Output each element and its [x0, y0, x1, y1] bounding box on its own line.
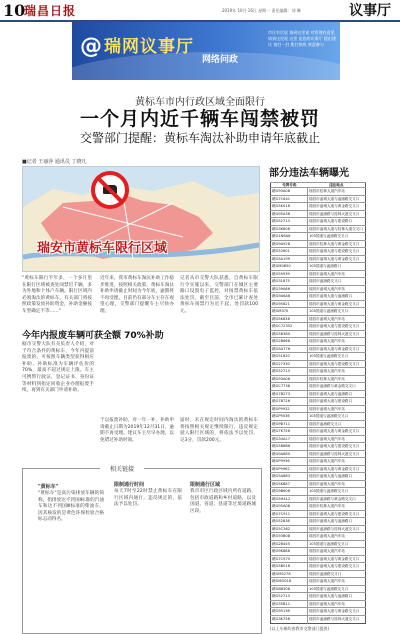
plate-number: 赣G52713 — [271, 593, 308, 601]
plate-number: 赣G7C975 — [271, 555, 308, 563]
violations-title: 部分违法车辆曝光 — [269, 168, 349, 179]
plate-number: 赣G5A883 — [271, 473, 308, 481]
violation-location: 瑞昌市湓城大道汽车站 — [308, 480, 366, 488]
violation-location: 瑞昌市湓城大道与湓浦路交叉口 — [308, 195, 366, 203]
table-row — [271, 300, 366, 308]
plate-number: 赣G59939 — [271, 270, 308, 278]
violation-location: 瑞昌市湓浦路交叉口 — [308, 420, 366, 428]
plate-number: 赣G34A17 — [271, 435, 308, 443]
violation-location: 瑞昌市桂林大道汽车站 — [308, 188, 366, 196]
violation-location: 瑞昌市湓城大道与湓浦路口 — [308, 518, 366, 526]
banner-logo-sub: 网络问政 — [202, 55, 239, 65]
link-item-title: "黄标车" — [38, 484, 59, 490]
plate-number: 赣G52713 — [271, 368, 308, 376]
table-row — [271, 345, 366, 353]
table-row — [271, 443, 366, 451]
table-row — [271, 555, 366, 563]
table-row — [271, 293, 366, 301]
table-row — [271, 398, 366, 406]
plate-number: 赣GP9936 — [271, 458, 308, 466]
plate-number: 赣GP9932 — [271, 405, 308, 413]
table-row — [271, 570, 366, 578]
violation-location: 105国道与湓浦路交叉口 — [308, 585, 366, 593]
table-row — [271, 473, 366, 481]
table-row — [271, 578, 366, 586]
table-row — [271, 233, 366, 241]
violation-location: 瑞昌市湓城大道与建设路交叉口 — [308, 248, 366, 256]
table-row — [271, 518, 366, 526]
violation-location: 瑞昌市桂林大道与黄金路交叉口 — [308, 240, 366, 248]
table-row — [271, 188, 366, 196]
article-subhead: 交警部门提醒：黄标车淘汰补助申请年底截止 — [79, 131, 320, 145]
violation-location: 瑞昌市湓城大道与黄金路交叉口 — [308, 428, 366, 436]
dateline: 2019年 10月 16日 星期一 责任编辑：刘 琳 — [222, 8, 301, 13]
plate-number: 赣GB8308 — [271, 585, 308, 593]
violation-location: 瑞昌市湓城大道与建设路交叉口 — [308, 360, 366, 368]
table-row — [271, 525, 366, 533]
table-row — [271, 488, 366, 496]
table-row — [271, 353, 366, 361]
plate-number: 赣G52838 — [271, 518, 308, 526]
table-row — [271, 428, 366, 436]
violation-location: 105国道与湓浦路交叉口 — [308, 308, 366, 316]
violation-location: 瑞昌市湓城大道汽车站 — [308, 270, 366, 278]
violation-location: 瑞昌市湓城大道与建设路交叉口 — [308, 323, 366, 331]
table-row — [271, 368, 366, 376]
violation-location: 瑞昌市湓城大道与建设路口 — [308, 398, 366, 406]
table-row — [271, 465, 366, 473]
violation-location: 瑞昌市湓城大道与湓浦路口 — [308, 593, 366, 601]
article-byline: ■记者 王丽萍 通讯员 丁晓凡 — [22, 159, 87, 165]
plate-number: 赣G5B380 — [271, 330, 308, 338]
article-paragraph: 于以报废补助，对一年一补，补助申请截止日期为2019年12月31日，逾期不再受理。建议车主尽早办理，以免错过补助时间。 — [100, 418, 174, 443]
table-row — [271, 533, 366, 541]
violation-location: 瑞昌市湓浦路与桂林大道交叉口 — [308, 615, 366, 623]
violation-location: 瑞昌市湓城大道与桂林大道交叉口 — [308, 225, 366, 233]
plate-number: 赣G31875 — [271, 278, 308, 286]
plate-number: 赣G95A08 — [271, 503, 308, 511]
table-row — [271, 540, 366, 548]
violation-location: 瑞昌市湓城大道汽车站 — [308, 285, 366, 293]
plate-number: 赣G3K758 — [271, 615, 308, 623]
plate-number: 赣G2B445 — [271, 540, 308, 548]
table-row — [271, 548, 366, 556]
table-row — [271, 495, 366, 503]
plate-number: 赣G2B668 — [271, 338, 308, 346]
violation-location: 瑞昌市湓浦路与桂林大道交叉口 — [308, 330, 366, 338]
table-row — [271, 383, 366, 391]
violation-location: 瑞昌市湓浦路与黄金路交叉口 — [308, 383, 366, 391]
plate-number: 赣G93B08 — [271, 533, 308, 541]
plate-number: 赣GM0850 — [271, 263, 308, 271]
column-header: 号牌号码 — [271, 183, 308, 188]
plate-number: 赣G51820 — [271, 353, 308, 361]
table-row — [271, 285, 366, 293]
link-item-text: 我市市区行政区域内所有道路，包括市政道路和乡村道路，以及国道、省道、县道等过境道路城区段。 — [190, 489, 256, 514]
violation-location: 瑞昌市湓城大道与湓浦路口 — [308, 473, 366, 481]
violation-location: 105国道与湓浦路交叉口 — [308, 540, 366, 548]
violation-location: 瑞昌市湓城大道与黄金路交叉口 — [308, 203, 366, 211]
related-links-title: 相关链接 — [100, 464, 144, 473]
column-header: 违法地点 — [308, 183, 366, 188]
table-row — [271, 270, 366, 278]
table-row — [271, 435, 366, 443]
table-row — [271, 420, 366, 428]
article-headline: 一个月内近千辆车闯禁被罚 — [79, 108, 320, 130]
violations-table — [270, 182, 366, 624]
plate-number: 赣G52713 — [271, 218, 308, 226]
table-row — [271, 563, 366, 571]
table-row — [271, 510, 366, 518]
table-row — [271, 458, 366, 466]
plate-number: 赣G52601 — [271, 248, 308, 256]
violation-location: 瑞昌市桂林大道汽车站 — [308, 375, 366, 383]
table-row — [271, 210, 366, 218]
violation-location: 瑞昌市湓城大道与建设路交叉口 — [308, 510, 366, 518]
at-sign-icon: @ — [80, 34, 102, 59]
violation-location: 瑞昌市湓城大道与建设路交叉口 — [308, 563, 366, 571]
violation-location: 瑞昌市湓浦路与黄金路交叉口 — [308, 495, 366, 503]
plate-number: 赣G5B018 — [271, 563, 308, 571]
plate-number: 赣G7B726 — [271, 398, 308, 406]
plate-number: 赣G5A776 — [271, 345, 308, 353]
link-item — [114, 482, 182, 509]
violation-location: 105国道与湓浦路口 — [308, 263, 366, 271]
plate-number: 赣G7K758 — [271, 428, 308, 436]
article-kicker: 黄标车市内行政区域全面限行 — [135, 97, 265, 108]
violations-table-body — [271, 188, 366, 624]
plate-number: 赣G7B273 — [271, 390, 308, 398]
plate-number: 赣G1N6A6 — [271, 233, 308, 241]
plate-number: 赣G5K838 — [271, 315, 308, 323]
plate-number: 赣G27330 — [271, 360, 308, 368]
table-row — [271, 390, 366, 398]
table-row — [271, 608, 366, 616]
plate-number: 赣GC7758 — [271, 383, 308, 391]
plate-number: 赣G93A06 — [271, 375, 308, 383]
article-paragraph: 据市交警大队有关负责人介绍，对于符合条件的黄标车，今年内提前报废的，可按照车辆类型获得相应补助，补助标准为车辆评估价的70%，最高不超过规定上限。车主可携带行驶证、登记证书、身份证等材料到指定回收企业办理报废手续，再到有关部门申请补助。 — [22, 342, 94, 394]
violation-location: 105国道与湓浦路交叉口 — [308, 233, 366, 241]
table-row — [271, 218, 366, 226]
link-item-text: 每天7时至22时禁止黄标车在限行区域内通行。违反规定的，依法予以处罚。 — [114, 489, 182, 508]
column-banner — [72, 22, 340, 80]
violation-location: 瑞昌市湓浦路与桂林大道交叉口 — [308, 525, 366, 533]
table-row — [271, 195, 366, 203]
violation-location: 瑞昌市湓城大道汽车站 — [308, 315, 366, 323]
article-paragraph: 记者从市交警大队获悉，自黄标车限行令实施以来，交警部门在城区主要路口设置电子监控，对闯禁黄标车依法处罚。截至目前，全市已累计查处黄标车闯禁行为近千起，处罚款100元。 — [180, 276, 258, 314]
plate-number: 赣G9K888 — [271, 548, 308, 556]
map-caption: 瑞安市黄标车限行区域 — [37, 241, 168, 256]
banner-logo-name: 瑞网议事厅 — [104, 37, 194, 57]
violation-location: 瑞昌市湓城大道汽车站 — [308, 405, 366, 413]
plate-number: 赣G39A66 — [271, 285, 308, 293]
violation-location: 瑞昌市湓城大道汽车站 — [308, 458, 366, 466]
violation-location: 瑞昌市湓浦路与桂林大道交叉口 — [308, 210, 366, 218]
table-row — [271, 375, 366, 383]
plate-number: 赣G3K808 — [271, 225, 308, 233]
plate-number: 赣G5H412 — [271, 495, 308, 503]
plate-number: 赣G95A38 — [271, 210, 308, 218]
table-row — [271, 203, 366, 211]
plate-number: 赣G93A08 — [271, 188, 308, 196]
table-row — [271, 413, 366, 421]
plate-number: 赣G5K887 — [271, 480, 308, 488]
table-row — [271, 338, 366, 346]
violation-location: 瑞昌市湓浦路交叉口 — [308, 278, 366, 286]
plate-number: 赣G95138 — [271, 608, 308, 616]
table-row — [271, 248, 366, 256]
table-row — [271, 593, 366, 601]
no-car-sign-icon — [91, 171, 129, 209]
violation-location: 瑞昌市湓城大道汽车站 — [308, 600, 366, 608]
plate-number: 赣G7C641 — [271, 195, 308, 203]
plate-number: 赣G9A6A8 — [271, 293, 308, 301]
link-item-title: 限制通行时间 — [114, 482, 145, 488]
restriction-map — [22, 166, 260, 272]
plate-number: 赣G5B8B6 — [271, 443, 308, 451]
table-row — [271, 255, 366, 263]
violation-location: 瑞昌市湓城大道与湓浦路口 — [308, 293, 366, 301]
violation-location: 瑞昌市湓城大道与黄金路交叉口 — [308, 608, 366, 616]
plate-number: 赣G9A680 — [271, 450, 308, 458]
violation-location: 瑞昌市湓城大道汽车站 — [308, 578, 366, 586]
plate-number: 赣G9B711 — [271, 420, 308, 428]
violation-location: 瑞昌市湓城大道汽车站 — [308, 548, 366, 556]
table-row — [271, 600, 366, 608]
link-item — [38, 484, 104, 524]
violation-location: 瑞昌市湓浦路与桂林大道交叉口 — [308, 450, 366, 458]
violation-location: 瑞昌市湓城大道与建设路口 — [308, 218, 366, 226]
table-row — [271, 323, 366, 331]
violation-location: 瑞昌市湓城大道汽车站 — [308, 368, 366, 376]
violation-location: 瑞昌市湓城大道汽车站 — [308, 435, 366, 443]
violation-location: 瑞昌市湓城大道与黄金路交叉口 — [308, 555, 366, 563]
plate-number: 赣G95821 — [271, 300, 308, 308]
table-row — [271, 503, 366, 511]
plate-number: 赣G5C362 — [271, 525, 308, 533]
plate-number: 赣GM370 — [271, 308, 308, 316]
table-row — [271, 585, 366, 593]
violation-location: 105国道与湓浦路交叉口 — [308, 353, 366, 361]
banner-slogan: 市民有话说 请到这里说 对管理有意见 请到这里说 这里 是您的议事厅 提出建议 请扫一扫 拨打热线 欢迎参与 — [268, 30, 336, 47]
article-paragraph: 近年来，我市黄标车淘汰补助工作稳步推进，按照相关政策，黄标车淘汰补助申请截止时间为今年底，逾期将不再受理。目前仍有部分车主存在观望心理，交警部门提醒车主尽快办理。 — [100, 276, 174, 314]
plate-number: 赣GMO018 — [271, 578, 308, 586]
plate-number: 赣G9B606 — [271, 488, 308, 496]
article-paragraph: "黄标车限行半年多，一个多月里在限行区域被查处闯禁近千辆，多为外地和个体户车辆。限行区域内必须淘汰的黄标车，有关部门将按照政策发放补助资金，补助金额按车型确定不等……" — [22, 276, 92, 314]
violation-location: 瑞昌市湓浦路交叉口 — [308, 570, 366, 578]
violation-location: 瑞昌市湓城大道汽车站 — [308, 338, 366, 346]
table-row — [271, 615, 366, 623]
table-row — [271, 308, 366, 316]
violation-location: 瑞昌市湓城大道与建设路交叉口 — [308, 443, 366, 451]
plate-number: 赣G9A928 — [271, 240, 308, 248]
link-item-title: 限制通行区域 — [190, 482, 221, 488]
violation-location: 瑞昌市桂林大道汽车站 — [308, 503, 366, 511]
table-row — [271, 278, 366, 286]
table-row — [271, 330, 366, 338]
table-row — [271, 480, 366, 488]
article-paragraph: 届时，未在规定时间内淘汰的黄标车将按照相关规定继续限行，违反规定驶入限行区域的，将依法予以处罚，记3分，罚款200元。 — [180, 418, 258, 443]
violation-location: 105国道与湓浦路交叉口 — [308, 413, 366, 421]
link-item — [190, 482, 256, 515]
table-row — [271, 450, 366, 458]
plate-number: 赣GM5278 — [271, 570, 308, 578]
violation-location: 瑞昌市湓城大道汽车站 — [308, 533, 366, 541]
violation-location: 105国道与湓浦路交叉口 — [308, 488, 366, 496]
plate-number: 赣GC72352 — [271, 323, 308, 331]
plate-number: 赣GP9036 — [271, 413, 308, 421]
violation-location: 瑞昌市湓城大道与黄金路交叉口 — [308, 345, 366, 353]
newspaper-name: 瑞昌日报 — [24, 4, 77, 18]
plate-number: 赣G5K018 — [271, 203, 308, 211]
plate-number: 赣G5A199 — [271, 255, 308, 263]
section-heading: 今年内报废车辆可获全额 70%补助 — [22, 331, 164, 341]
table-row — [271, 360, 366, 368]
violation-location: 瑞昌市湓城大道与黄金路交叉口 — [308, 255, 366, 263]
plate-number: 赣G7C911 — [271, 510, 308, 518]
page-number: 10 — [3, 1, 26, 20]
plate-number: 赣G35B11 — [271, 600, 308, 608]
table-row — [271, 225, 366, 233]
table-row — [271, 405, 366, 413]
table-row — [271, 263, 366, 271]
violation-location: 瑞昌市湓城大道与湓浦路口 — [308, 390, 366, 398]
plate-number: 赣GP9962 — [271, 465, 308, 473]
violation-location: 瑞昌市湓城大道与黄金路交叉口 — [308, 465, 366, 473]
link-item-text: "黄标车"是高污染排放车辆的简称，指排放达不到国Ⅰ标准的汽油车和达不到国Ⅲ标准的柴油车，因其核发的是黄色环保检验合格标志而得名。 — [38, 491, 104, 523]
table-row — [271, 315, 366, 323]
violation-location: 瑞昌市湓城大道与黄金路交叉口 — [308, 300, 366, 308]
table-row — [271, 240, 366, 248]
section-name: 议事厅 — [349, 3, 391, 19]
table-note: (以上车辆均由我市交警部门提供) — [270, 626, 330, 631]
